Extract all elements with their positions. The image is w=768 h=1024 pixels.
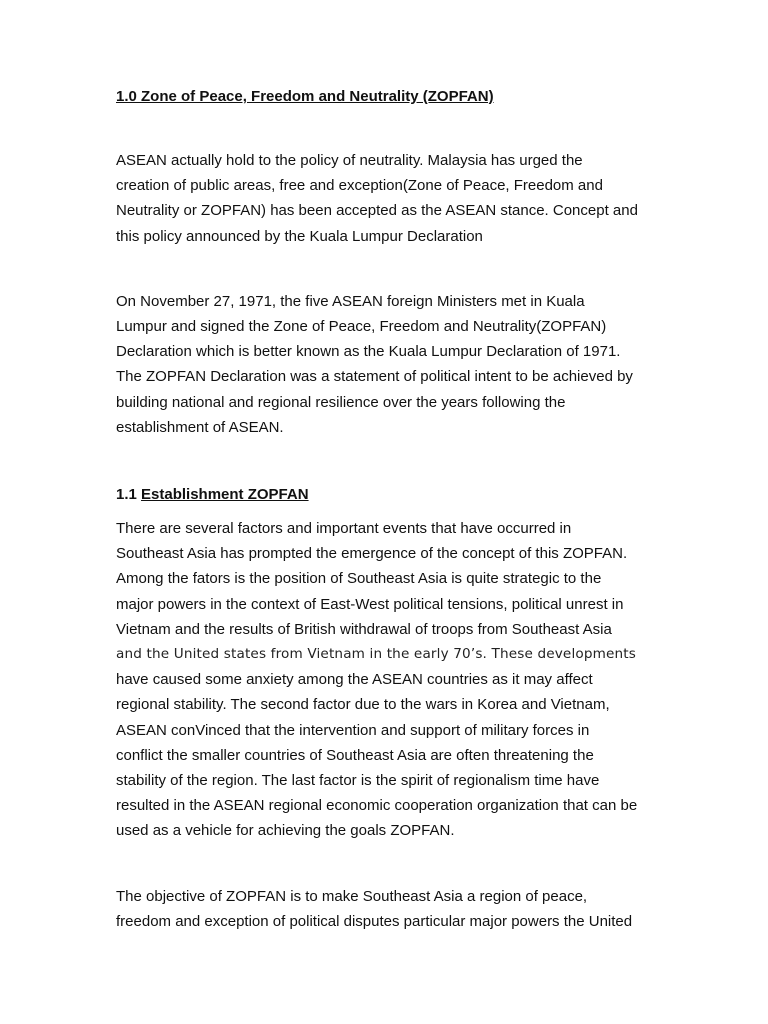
text-line: regional stability. The second factor due to the wars in Korea and Vietnam,	[116, 696, 610, 714]
text-line: used as a vehicle for achieving the goals ZOPFAN.	[116, 822, 455, 840]
text-line: conflict the smaller countries of Southeast Asia are often threatening the	[116, 746, 594, 764]
text-line: There are several factors and important events that have occurred in	[116, 520, 572, 538]
text-line: Lumpur and signed the Zone of Peace, Freedom and Neutrality(ZOPFAN)	[116, 318, 607, 336]
text-line: Declaration which is better known as the Kuala Lumpur Declaration of 1971.	[116, 343, 621, 361]
text-line: stability of the region. The last factor is the spirit of regionalism time have	[116, 772, 600, 790]
text-line: The objective of ZOPFAN is to make Southeast Asia a region of peace,	[116, 887, 588, 905]
section-2-heading-number: 1.1	[116, 486, 137, 504]
section-2-paragraph-1	[116, 516, 656, 844]
text-line: major powers in the context of East-West political tensions, political unrest in	[116, 595, 624, 613]
text-line: this policy announced by the Kuala Lumpur Declaration	[116, 227, 483, 245]
text-line: establishment of ASEAN.	[116, 418, 284, 436]
text-line: The ZOPFAN Declaration was a statement of political intent to be achieved by	[116, 368, 633, 386]
section-1-paragraph-2	[116, 289, 656, 440]
text-line: On November 27, 1971, the five ASEAN foreign Ministers met in Kuala	[116, 292, 585, 310]
text-line: ASEAN conVinced that the intervention and support of military forces in	[116, 721, 590, 739]
section-2-paragraph-2	[116, 884, 656, 934]
document-page	[116, 86, 656, 934]
section-1-heading: 1.0 Zone of Peace, Freedom and Neutrality (ZOPFAN)	[116, 88, 494, 105]
text-line: creation of public areas, free and exception(Zone of Peace, Freedom and	[116, 177, 603, 195]
text-line: and the United states from Vietnam in the early 70’s. These developments	[116, 646, 637, 663]
section-2-heading-title: Establishment ZOPFAN	[141, 486, 309, 504]
text-line: Vietnam and the results of British withdrawal of troops from Southeast Asia	[116, 620, 612, 638]
text-line: building national and regional resilience over the years following the	[116, 393, 566, 411]
text-line: resulted in the ASEAN regional economic cooperation organization that can be	[116, 797, 638, 815]
section-1-paragraph-1	[116, 148, 656, 249]
text-line: Southeast Asia has prompted the emergence of the concept of this ZOPFAN.	[116, 545, 628, 563]
text-line: ASEAN actually hold to the policy of neutrality. Malaysia has urged the	[116, 152, 583, 169]
text-line: freedom and exception of political disputes particular major powers the United	[116, 912, 633, 930]
section-2-heading	[116, 484, 656, 506]
text-line: Among the fators is the position of Southeast Asia is quite strategic to the	[116, 570, 602, 588]
text-line: have caused some anxiety among the ASEAN countries as it may affect	[116, 671, 593, 689]
text-line: Neutrality or ZOPFAN) has been accepted as the ASEAN stance. Concept and	[116, 202, 638, 220]
